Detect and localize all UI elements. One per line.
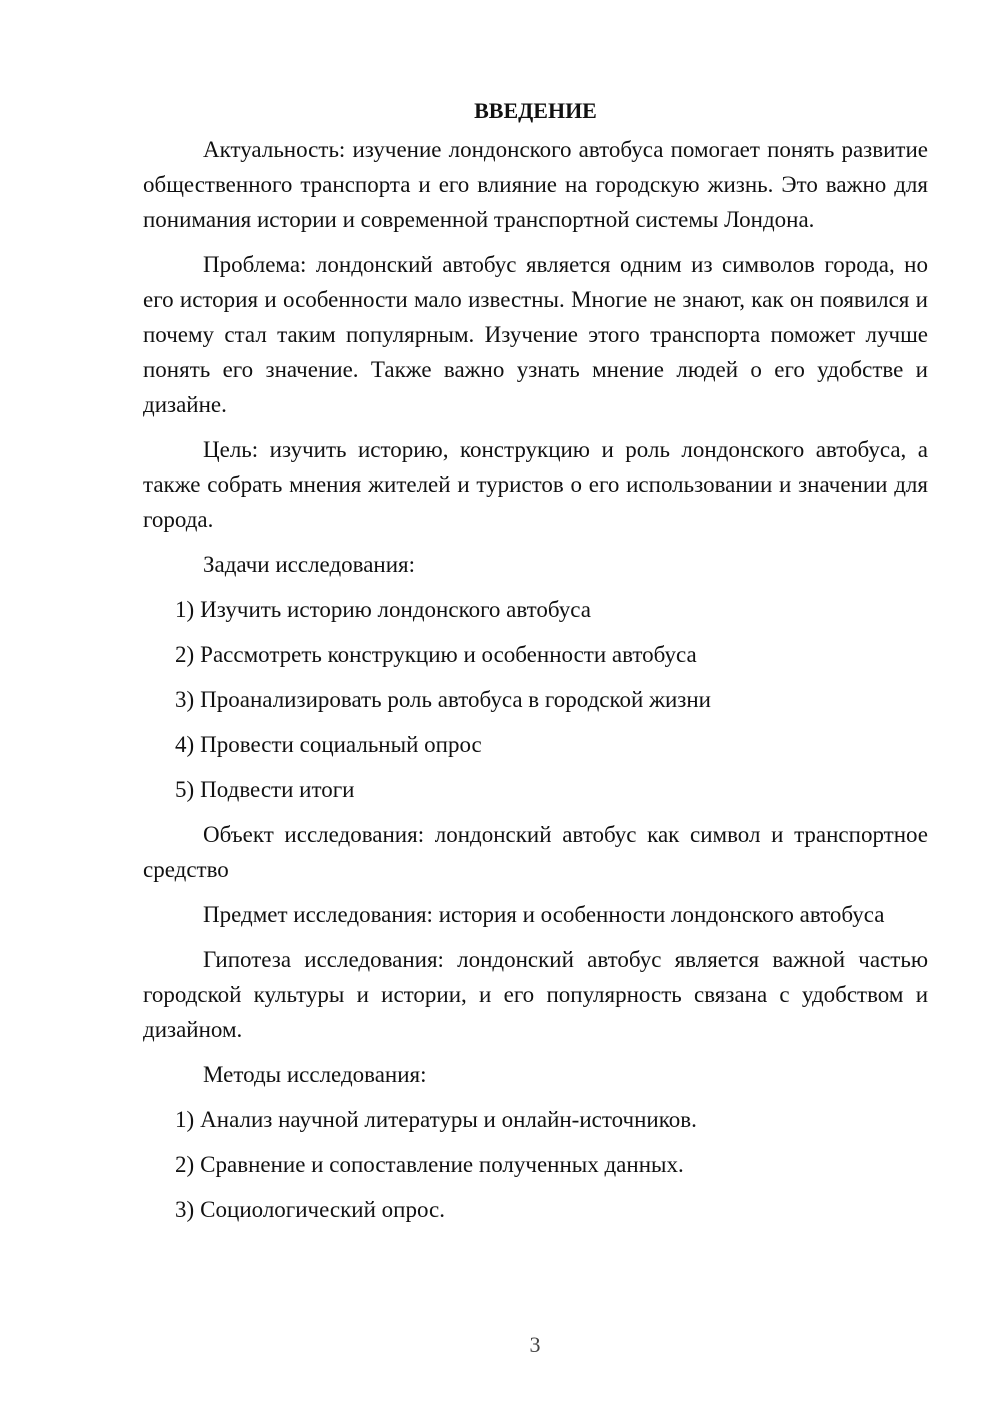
list-item-text: Рассмотреть конструкцию и особенности автобуса [200,642,697,667]
list-item [143,1147,928,1182]
methods-heading: Методы исследования: [203,1062,427,1087]
list-item-text: Подвести итоги [200,777,355,802]
list-item-number: 3) [175,687,195,712]
list-item-number: 4) [175,732,195,757]
list-item-text: Изучить историю лондонского автобуса [200,597,591,622]
list-item [143,1102,928,1137]
list-item-text: Проанализировать роль автобуса в городской жизни [200,687,711,712]
list-item [143,682,928,717]
subject-paragraph: Предмет исследования: история и особенности лондонского автобуса [203,902,885,927]
page-content [143,93,928,1237]
list-item-number: 5) [175,777,195,802]
goal-paragraph: Цель: изучить историю, конструкцию и роль лондонского автобуса, а также собрать мнения жителей и туристов о его использовании и значении для города. [143,437,928,532]
methods-list [143,1102,928,1227]
page-title: ВВЕДЕНИЕ [474,98,597,123]
list-item [143,592,928,627]
object-paragraph: Объект исследования: лондонский автобус как символ и транспортное средство [143,822,928,882]
list-item-number: 2) [175,1152,195,1177]
list-item [143,772,928,807]
hypothesis-paragraph: Гипотеза исследования: лондонский автобус является важной частью городской культуры и истории, и его популярность связана с удобством и дизайном. [143,947,928,1042]
list-item-number: 1) [175,1107,195,1132]
problem-paragraph: Проблема: лондонский автобус является одним из символов города, но его история и особенности мало известны. Многие не знают, как он появился и почему стал таким популярным. Изучение этого транспорта поможет лучше понять его значение. Также важно узнать мнение людей о его удобстве и дизайне. [143,252,928,417]
page-number: 3 [529,1332,541,1357]
list-item-number: 2) [175,642,195,667]
list-item-number: 3) [175,1197,195,1222]
tasks-heading: Задачи исследования: [203,552,416,577]
list-item [143,1192,928,1227]
list-item-number: 1) [175,597,195,622]
list-item-text: Провести социальный опрос [200,732,482,757]
list-item [143,637,928,672]
relevance-paragraph: Актуальность: изучение лондонского автобуса помогает понять развитие общественного транспорта и его влияние на городскую жизнь. Это важно для понимания истории и современной транспортной системы Лондона. [143,137,928,232]
tasks-list [143,592,928,807]
list-item-text: Анализ научной литературы и онлайн-источников. [200,1107,697,1132]
list-item [143,727,928,762]
list-item-text: Сравнение и сопоставление полученных данных. [200,1152,684,1177]
list-item-text: Социологический опрос. [200,1197,445,1222]
